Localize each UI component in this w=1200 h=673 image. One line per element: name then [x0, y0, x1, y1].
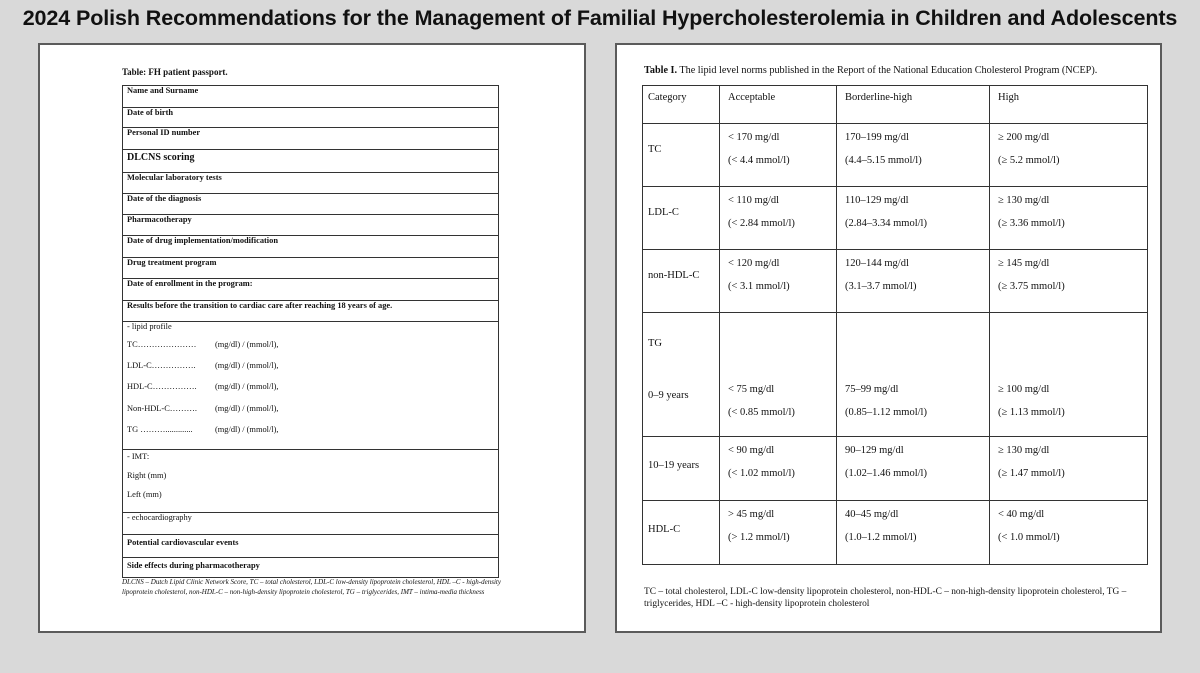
- value-mgdl: 75–99 mg/dl: [845, 383, 899, 395]
- value-mmol: (< 1.02 mmol/l): [728, 468, 795, 479]
- imt-label: - IMT:: [127, 452, 150, 461]
- imt-left: Left (mm): [127, 490, 162, 499]
- borderline-cell: [837, 437, 990, 501]
- header-category: Category: [643, 86, 720, 124]
- lipid-row: [127, 336, 494, 357]
- borderline-cell: [837, 351, 990, 437]
- lipid-name: TC…………………: [127, 340, 197, 349]
- high-cell: [990, 437, 1148, 501]
- value-mgdl: < 110 mg/dl: [728, 195, 780, 206]
- passport-field: Pharmacotherapy: [123, 215, 499, 236]
- value-mgdl: < 90 mg/dl: [728, 445, 775, 456]
- fh-patient-passport-panel: [38, 43, 586, 633]
- lipid-unit: (mg/dl) / (mmol/l),: [215, 340, 279, 349]
- value-mmol: (2.84–3.34 mmol/l): [845, 218, 927, 229]
- value-mgdl: 110–129 mg/dl: [845, 195, 909, 206]
- imt-cell: [123, 450, 499, 513]
- value-mmol: (≥ 3.75 mmol/l): [998, 281, 1065, 292]
- borderline-cell: [837, 187, 990, 250]
- passport-field: Date of the diagnosis: [123, 194, 499, 215]
- lipid-name: LDL-C…………….: [127, 361, 196, 371]
- lipid-norms-table: [642, 85, 1148, 565]
- passport-field: Date of enrollment in the program:: [123, 279, 499, 301]
- acceptable-cell: [720, 351, 837, 437]
- lipid-profile-cell: [123, 322, 499, 450]
- lipid-name: HDL-C…………….: [127, 382, 197, 392]
- acceptable-cell: [720, 437, 837, 501]
- borderline-cell: [837, 250, 990, 313]
- high-cell: [990, 187, 1148, 250]
- row-category: TC: [643, 124, 720, 187]
- empty-cell: [837, 313, 990, 351]
- high-cell: [990, 501, 1148, 565]
- value-mgdl: ≥ 100 mg/dl: [998, 383, 1050, 395]
- lipid-row: [127, 357, 494, 378]
- passport-field: Molecular laboratory tests: [123, 173, 499, 194]
- value-mmol: (> 1.2 mmol/l): [728, 532, 790, 543]
- value-mgdl: ≥ 130 mg/dl: [998, 445, 1050, 456]
- value-mmol: (3.1–3.7 mmol/l): [845, 281, 917, 292]
- empty-cell: [990, 313, 1148, 351]
- value-mmol: (< 4.4 mmol/l): [728, 155, 790, 166]
- passport-caption: Table: FH patient passport.: [122, 67, 228, 77]
- value-mmol: (< 0.85 mmol/l): [728, 406, 795, 418]
- acceptable-cell: [720, 250, 837, 313]
- high-cell: [990, 351, 1148, 437]
- value-mgdl: 90–129 mg/dl: [845, 445, 904, 456]
- value-mgdl: > 45 mg/dl: [728, 509, 775, 520]
- value-mgdl: < 40 mg/dl: [998, 509, 1045, 520]
- value-mmol: (≥ 5.2 mmol/l): [998, 155, 1060, 166]
- passport-table: [122, 85, 499, 578]
- high-cell: [990, 250, 1148, 313]
- norms-caption-label: Table I.: [644, 65, 678, 76]
- value-mgdl: ≥ 145 mg/dl: [998, 258, 1050, 269]
- value-mgdl: 120–144 mg/dl: [845, 258, 909, 269]
- acceptable-cell: [720, 124, 837, 187]
- value-mmol: (4.4–5.15 mmol/l): [845, 155, 922, 166]
- row-category: HDL-C: [643, 501, 720, 565]
- value-mgdl: < 75 mg/dl: [728, 383, 775, 395]
- side-effects-cell: Side effects during pharmacotherapy: [123, 558, 499, 578]
- passport-field: Drug treatment program: [123, 258, 499, 279]
- value-mgdl: 170–199 mg/dl: [845, 132, 909, 143]
- passport-field: Personal ID number: [123, 128, 499, 150]
- passport-field: Results before the transition to cardiac care after reaching 18 years of age.: [123, 301, 499, 322]
- passport-field: Name and Surname: [123, 86, 499, 108]
- lipid-name: TG ……….............: [127, 424, 193, 434]
- norms-caption: [644, 65, 1097, 76]
- header-acceptable: Acceptable: [720, 86, 837, 124]
- passport-field: DLCNS scoring: [123, 150, 499, 173]
- value-mmol: (< 3.1 mmol/l): [728, 281, 790, 292]
- lipid-name: Non-HDL-C……….: [127, 403, 198, 413]
- acceptable-cell: [720, 501, 837, 565]
- lipid-row: [127, 378, 494, 399]
- norms-caption-text: The lipid level norms published in the Report of the National Education Cholesterol Program (NCEP).: [677, 65, 1098, 76]
- borderline-cell: [837, 501, 990, 565]
- value-mgdl: < 120 mg/dl: [728, 258, 780, 269]
- passport-field: Date of birth: [123, 108, 499, 128]
- passport-footnote: DLCNS – Dutch Lipid Clinic Network Score, TC – total cholesterol, LDL-C low-density lipoprotein cholesterol, HDL –C - high-density lipoprotein cholesterol, non-HDL-C – non-high-density lipoprotein cholesterol, TG – triglycerides, IMT – intima-media thickness: [122, 578, 501, 596]
- value-mmol: (≥ 1.13 mmol/l): [998, 406, 1065, 418]
- row-category: 0–9 years: [643, 351, 720, 437]
- value-mmol: (< 2.84 mmol/l): [728, 218, 795, 229]
- header-borderline: Borderline-high: [837, 86, 990, 124]
- borderline-cell: [837, 124, 990, 187]
- acceptable-cell: [720, 187, 837, 250]
- lipid-unit: (mg/dl) / (mmol/l),: [215, 361, 279, 371]
- lipid-row: [127, 400, 494, 421]
- high-cell: [990, 124, 1148, 187]
- row-category: LDL-C: [643, 187, 720, 250]
- empty-cell: [720, 313, 837, 351]
- passport-field: Date of drug implementation/modification: [123, 236, 499, 258]
- value-mmol: (0.85–1.12 mmol/l): [845, 406, 927, 418]
- row-category: 10–19 years: [643, 437, 720, 501]
- lipid-profile-label: - lipid profile: [127, 322, 172, 331]
- row-category: non-HDL-C: [643, 250, 720, 313]
- page-title: 2024 Polish Recommendations for the Management of Familial Hypercholesterolemia in Children and Adolescents: [22, 6, 1178, 30]
- cv-events-cell: Potential cardiovascular events: [123, 535, 499, 558]
- value-mgdl: ≥ 200 mg/dl: [998, 132, 1050, 143]
- lipid-unit: (mg/dl) / (mmol/l),: [215, 403, 279, 413]
- value-mmol: (≥ 3.36 mmol/l): [998, 218, 1065, 229]
- lipid-norms-panel: [615, 43, 1162, 633]
- row-category: TG: [643, 313, 720, 351]
- value-mmol: (< 1.0 mmol/l): [998, 532, 1060, 543]
- value-mmol: (1.02–1.46 mmol/l): [845, 468, 927, 479]
- value-mgdl: < 170 mg/dl: [728, 132, 780, 143]
- norms-footnote: TC – total cholesterol, LDL-C low-density lipoprotein cholesterol, non-HDL-C – non-high-density lipoprotein cholesterol, TG – triglycerides, HDL –C - high-density lipoprotein cholesterol: [644, 587, 1127, 609]
- value-mgdl: 40–45 mg/dl: [845, 509, 899, 520]
- lipid-row: [127, 421, 494, 442]
- value-mmol: (1.0–1.2 mmol/l): [845, 532, 917, 543]
- header-high: High: [990, 86, 1148, 124]
- value-mmol: (≥ 1.47 mmol/l): [998, 468, 1065, 479]
- imt-right: Right (mm): [127, 471, 167, 480]
- lipid-unit: (mg/dl) / (mmol/l),: [215, 424, 279, 434]
- value-mgdl: ≥ 130 mg/dl: [998, 195, 1050, 206]
- echocardiography-cell: - echocardiography: [123, 513, 499, 535]
- lipid-unit: (mg/dl) / (mmol/l),: [215, 382, 279, 392]
